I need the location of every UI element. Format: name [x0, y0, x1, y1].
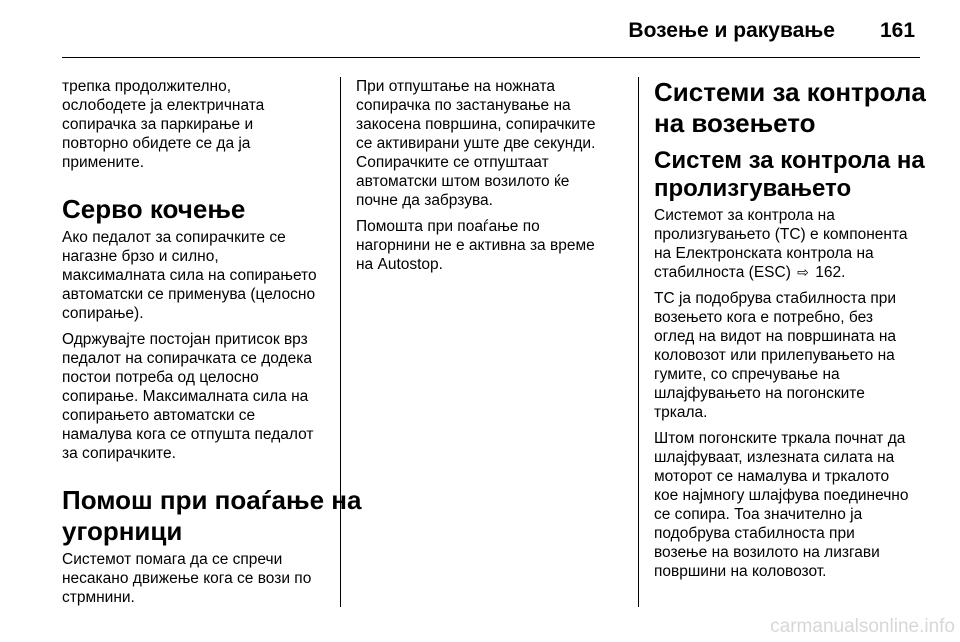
- column-divider: [340, 77, 341, 607]
- text-line: нагорнини не е активна за време: [356, 237, 595, 254]
- text-line: сопирање. Максималната сила на: [62, 388, 309, 405]
- text-line: нагазне брзо и силно,: [62, 248, 219, 265]
- text-line: трепка продолжително,: [62, 78, 232, 95]
- page-reference-arrow-icon[interactable]: ⇨: [797, 264, 809, 280]
- text-line: се сопира. Тоа значително ја: [654, 506, 863, 523]
- paragraph-tc-3: [654, 429, 928, 581]
- paragraph-servo-1: [62, 228, 334, 323]
- text-line: возењето кога е потребно, без: [654, 309, 873, 326]
- paragraph-tc-1: [654, 206, 928, 282]
- text-line: возење на возилото на лизгави: [654, 544, 880, 561]
- text-line: сопирањето автоматски се: [62, 407, 256, 424]
- text-line: закосена површина, сопирачките: [356, 116, 596, 133]
- text-line: сопирање).: [62, 305, 144, 322]
- text-line: постои потреба од целосно: [62, 369, 259, 386]
- text-line: [654, 263, 928, 282]
- paragraph-servo-2: [62, 330, 334, 463]
- text-line: почне да забрзува.: [356, 192, 493, 209]
- header-rule: [62, 57, 920, 58]
- page-reference-number[interactable]: 162.: [815, 264, 846, 281]
- text-line: тркала.: [654, 404, 708, 421]
- text-line: пролизгувањето (TC) е компонента: [654, 226, 908, 243]
- text-line: површини на коловозот.: [654, 563, 827, 580]
- text-line: на Autostop.: [356, 256, 443, 273]
- text-line: Сопирачките се отпуштаат: [356, 154, 549, 171]
- text-line: шлајфуваат, излезната силата на: [654, 449, 895, 466]
- text-line: Одржувајте постојан притисок врз: [62, 331, 308, 348]
- chapter-heading-driving-control-systems: [654, 77, 928, 139]
- text-line: за сопирачките.: [62, 445, 176, 462]
- text-line: автоматски штом возилото ќе: [356, 173, 570, 190]
- heading-line: угорници: [62, 516, 183, 546]
- text-line: моторот се намалува и тркалото: [654, 468, 890, 485]
- paragraph-hill-2: [356, 77, 628, 210]
- text-line: педалот на сопирачката се додека: [62, 350, 312, 367]
- heading-line: Систем за контрола на: [654, 147, 925, 174]
- text-line: кое најмногу шлајфува поединечно: [654, 487, 909, 504]
- column-right: [654, 77, 928, 581]
- text-line: намалува кога се отпушта педалот: [62, 426, 314, 443]
- column-left: [62, 77, 362, 607]
- watermark: carmanualsonline.info: [770, 616, 955, 637]
- paragraph-hill-3: [356, 217, 628, 274]
- heading-line: Системи за контрола: [654, 77, 926, 107]
- page-header-title: Возење и ракување: [628, 19, 835, 42]
- text-line: стрмнини.: [62, 589, 135, 606]
- text-line: При отпуштање на ножната: [356, 78, 555, 95]
- text-line: Системот за контрола на: [654, 207, 835, 224]
- heading-line: на возењето: [654, 108, 816, 138]
- column-divider: [638, 77, 639, 607]
- text-line: ослободете ја електричната: [62, 97, 265, 114]
- text-line: несакано движење кога се вози по: [62, 570, 312, 587]
- section-heading-hill-start-assist: [62, 485, 362, 547]
- text-line: сопирачка по застанување на: [356, 97, 571, 114]
- text-line: Штом погонските тркала почнат да: [654, 430, 906, 447]
- text-line: гумите, со спречување на: [654, 366, 840, 383]
- text-fragment: стабилноста (ESC): [654, 264, 791, 281]
- text-line: Системот помага да се спречи: [62, 551, 283, 568]
- section-heading-traction-control: [654, 147, 928, 203]
- text-line: оглед на видот на површината на: [654, 328, 897, 345]
- paragraph-intro: [62, 77, 334, 172]
- text-line: Помошта при поаѓање по: [356, 218, 540, 235]
- text-line: повторно обидете се да ја: [62, 135, 251, 152]
- page-number: 161: [880, 19, 916, 42]
- section-heading-servo-braking: Серво кочење: [62, 194, 246, 224]
- heading-line: пролизгувањето: [654, 175, 852, 202]
- text-line: сопирачка за паркирање и: [62, 116, 254, 133]
- column-middle: [356, 77, 628, 274]
- text-line: коловозот или прилепувањето на: [654, 347, 895, 364]
- text-line: максималната сила на сопирањето: [62, 267, 317, 284]
- text-line: автоматски се применува (целосно: [62, 286, 316, 303]
- text-line: подобрува стабилноста при: [654, 525, 855, 542]
- paragraph-hill-1: [62, 550, 334, 607]
- text-line: се активирани уште две секунди.: [356, 135, 596, 152]
- heading-line: Помош при поаѓање на: [62, 485, 362, 515]
- text-line: на Електронската контрола на: [654, 245, 874, 262]
- text-line: Ако педалот за сопирачките се: [62, 229, 286, 246]
- text-line: примените.: [62, 154, 145, 171]
- text-line: шлајфувањето на погонските: [654, 385, 865, 402]
- text-line: TC ја подобрува стабилноста при: [654, 290, 897, 307]
- paragraph-tc-2: [654, 289, 928, 422]
